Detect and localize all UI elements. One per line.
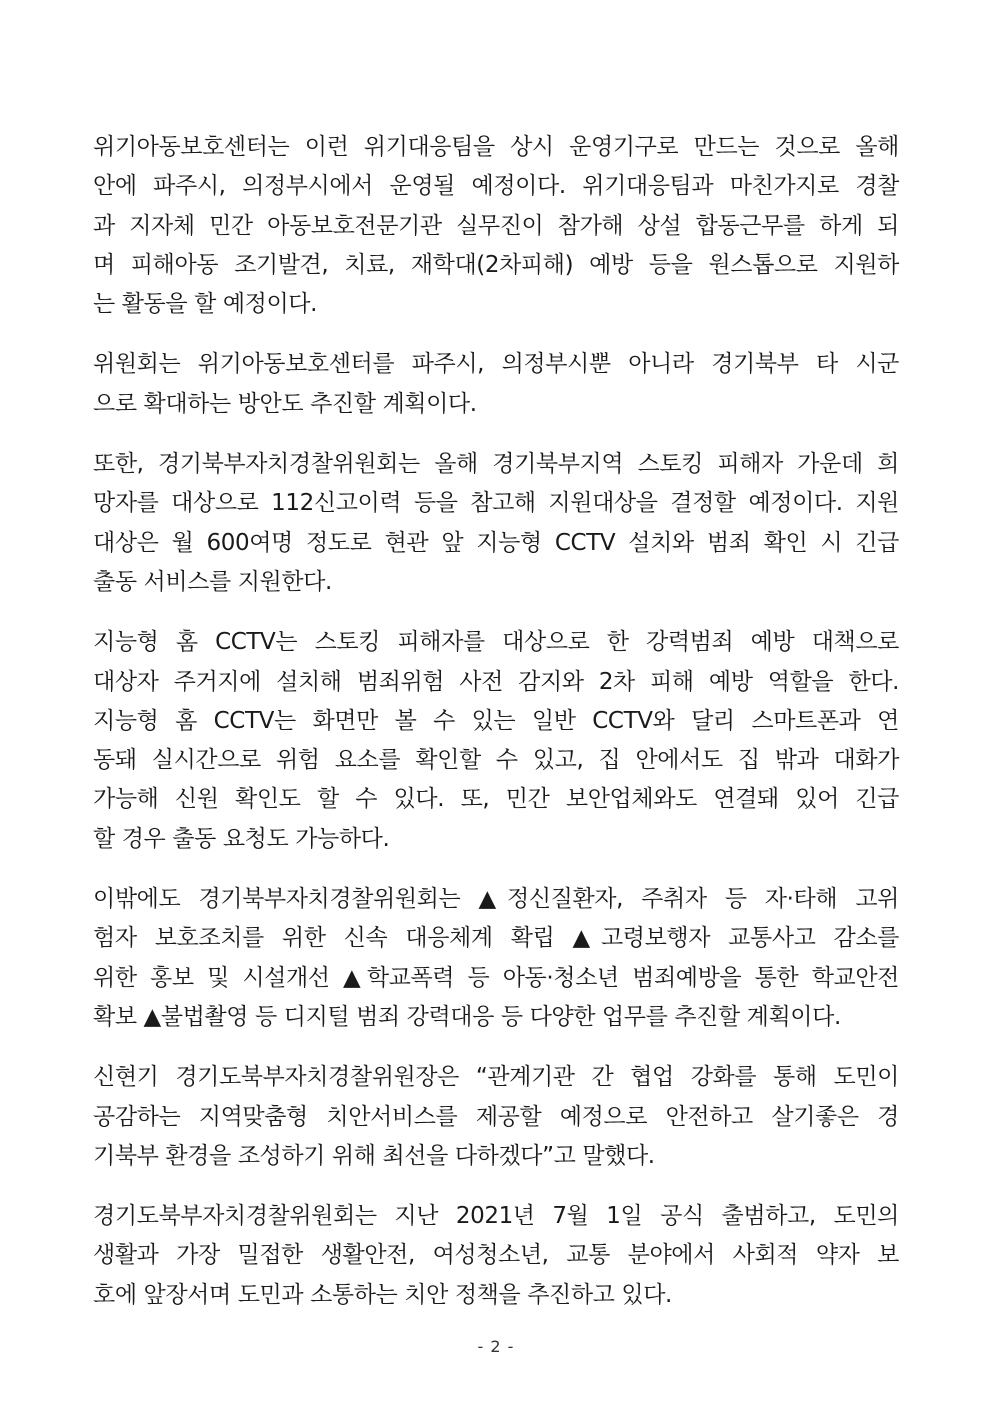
- text-line: 대상은 월 600여명 정도로 현관 앞 지능형 CCTV 설치와 범죄 확인 시 긴급: [93, 529, 899, 556]
- paragraph-committee-intro: [93, 1197, 899, 1315]
- paragraph-smart-cctv: [93, 623, 899, 859]
- text-line: 는 활동을 할 예정이다.: [93, 291, 318, 318]
- body-text: [93, 128, 899, 1336]
- paragraph-chair-quote: [93, 1058, 899, 1176]
- text-line: 며 피해아동 조기발견, 치료, 재학대(2차피해) 예방 등을 원스톱으로 지원하: [93, 251, 899, 278]
- paragraph-expansion-plan: [93, 345, 899, 424]
- text-line: 생활과 가장 밀접한 생활안전, 여성청소년, 교통 분야에서 사회적 약자 보: [93, 1242, 899, 1269]
- text-line: 망자를 대상으로 112신고이력 등을 참고해 지원대상을 결정할 예정이다. 지원: [93, 490, 899, 517]
- text-line: 동돼 실시간으로 위험 요소를 확인할 수 있고, 집 안에서도 집 밖과 대화가: [93, 747, 899, 774]
- text-line: 확보 ▲불법촬영 등 디지털 범죄 강력대응 등 다양한 업무를 추진할 계획이다.: [93, 1003, 841, 1030]
- text-line: 지능형 홈 CCTV는 스토킹 피해자를 대상으로 한 강력범죄 예방 대책으로: [93, 629, 899, 656]
- text-line: 위원회는 위기아동보호센터를 파주시, 의정부시뿐 아니라 경기북부 타 시군: [93, 351, 899, 378]
- text-line: 신현기 경기도북부자치경찰위원장은 “관계기관 간 협업 강화를 통해 도민이: [93, 1064, 899, 1091]
- text-line: 으로 확대하는 방안도 추진할 계획이다.: [93, 390, 477, 417]
- text-line: 지능형 홈 CCTV는 화면만 볼 수 있는 일반 CCTV와 달리 스마트폰과 연: [93, 707, 899, 734]
- text-line: 호에 앞장서며 도민과 소통하는 치안 정책을 추진하고 있다.: [93, 1281, 672, 1308]
- text-line: 위기아동보호센터는 이런 위기대응팀을 상시 운영기구로 만드는 것으로 올해: [93, 134, 899, 160]
- text-line: 출동 서비스를 지원한다.: [93, 568, 332, 595]
- text-line: 경기도북부자치경찰위원회는 지난 2021년 7월 1일 공식 출범하고, 도민의: [93, 1203, 899, 1230]
- text-line: 험자 보호조치를 위한 신속 대응체계 확립 ▲고령보행자 교통사고 감소를: [93, 925, 899, 952]
- paragraph-other-tasks: [93, 880, 899, 1037]
- text-line: 안에 파주시, 의정부시에서 운영될 예정이다. 위기대응팀과 마친가지로 경찰: [93, 173, 899, 200]
- text-line: 이밖에도 경기북부자치경찰위원회는 ▲정신질환자, 주취자 등 자·타해 고위: [93, 886, 899, 913]
- text-line: 할 경우 출동 요청도 가능하다.: [93, 825, 390, 852]
- text-line: 기북부 환경을 조성하기 위해 최선을 다하겠다”고 말했다.: [93, 1142, 655, 1169]
- text-line: 가능해 신원 확인도 할 수 있다. 또, 민간 보안업체와도 연결돼 있어 긴급: [93, 786, 899, 813]
- page-number: - 2 -: [477, 1337, 515, 1356]
- text-line: 대상자 주거지에 설치해 범죄위험 사전 감지와 2차 피해 예방 역할을 한다.: [93, 668, 899, 695]
- text-line: 위한 홍보 및 시설개선 ▲학교폭력 등 아동·청소년 범죄예방을 통한 학교안전: [93, 964, 899, 991]
- paragraph-stalking-support: [93, 445, 899, 602]
- text-line: 과 지자체 민간 아동보호전문기관 실무진이 참가해 상설 합동근무를 하게 되: [93, 212, 899, 239]
- text-line: 또한, 경기북부자치경찰위원회는 올해 경기북부지역 스토킹 피해자 가운데 희: [93, 451, 899, 478]
- text-line: 공감하는 지역맞춤형 치안서비스를 제공할 예정으로 안전하고 살기좋은 경: [93, 1103, 899, 1130]
- paragraph-crisis-child-center: [93, 128, 899, 324]
